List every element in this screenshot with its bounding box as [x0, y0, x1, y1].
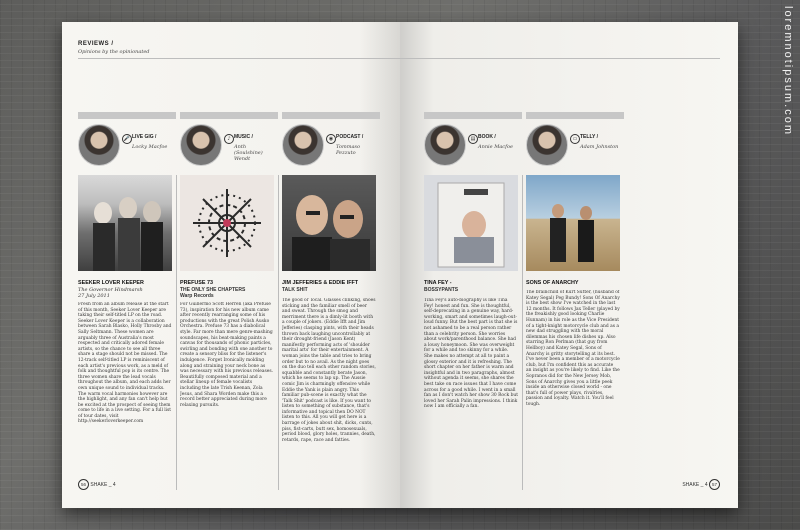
author-block [78, 124, 172, 168]
podcast-icon: ◉ [326, 134, 336, 144]
review-subtitle: THE ONLY SHE CHAPTERS Warp Records [180, 287, 246, 299]
author-name: Locky Macfoe [132, 144, 168, 150]
page-number: 57 [709, 479, 720, 490]
folio-label: SHAKE _ 4 [90, 482, 116, 488]
column-band [180, 112, 278, 119]
review-body: The brainchild of Kurt Sutter, (husband of Katey Segal) Peg Bundy! Sons Of Anarchy is the best show I've watched in the last 12 months. It follows Jax Teller (played by the freakishly good looking Charlie Hunnam) in his role as the Vice President of a tight-knight motorcycle club and as a new dad struggling with the moral dilemmas his chosen life dishes up. Also starring Ron Perlman (that guy from Hellboy) and Katey Segal, Sons of Anarchy is gritty storytelling at its best. I've never been a member of a motorcycle club, but I'm confident this as accurate an insight as you're likely to find. Like the Sopranos did for the New Jersey Mob, Sons of Anarchy gives you a little peek inside an otherwise closed world - one that's full of power plays, rivalries, passion and loyalty. Watch it. You'll feel tough. [526, 290, 620, 407]
review-body: Tina Fey's auto-biography is like Tina Fey! honest and fun. She is thoughtful, self-deprecating in a genuine way, hard-working, smart and sometimes laugh-out-loud funny. But the best part is that she is not ashamed to be a real person rather than a celebrity person. She worries about work/parenthood balance. She had a lousy honeymoon. She was overweight for a while and too skinny for a while. She makes no attempt at all to paint a glossy exterior and it is refreshing. The short chapter on her father is warm and insightful and in two paragraphs, almost without agenda it seems, she shares the best take on race issues that I have come across for a good while. I went in a small fan as I don't watch her show 30 Rock but loved her Sarah Palin impressions. I think now I am officially a fan. [424, 298, 518, 410]
review-subtitle: The Governor Hindmarsh 27 July 2011 [78, 287, 143, 299]
album-art-pattern [180, 175, 274, 271]
author-name: Annie Macfoe [478, 144, 513, 150]
author-block [526, 124, 620, 168]
tv-show-figures [526, 175, 620, 271]
watermark-text: loremnotipsum.com [782, 6, 794, 136]
avatar [282, 124, 324, 166]
avatar [180, 124, 222, 166]
top-rule [78, 58, 400, 59]
book-cover-art [424, 175, 518, 271]
author-block [424, 124, 518, 168]
column-band [78, 112, 176, 119]
book-cover [424, 175, 518, 271]
page-number: 56 [78, 479, 89, 490]
section-subtitle: Opinions by the opinionated [78, 49, 150, 55]
column-divider [278, 175, 279, 490]
folio-right [682, 479, 720, 490]
review-title: PREFUSE 73 [180, 280, 213, 286]
review-title: TINA FEY - [424, 280, 452, 286]
band-photo-figures [78, 175, 172, 271]
album-art [180, 175, 274, 271]
review-body: The good ol' local. Glasses clinking, shoes sticking and the familiar smell of beer and sweat. Through the smog and merriment there is a dimly-lit booth with a couple of jokers. (Eddie Ifft and Jim Jefferies) clasping pints, with their heads thrown back laughing uncontrollably at their drought-friend (Jason Kent) manifestly performing acts of 'shoulder marital arts' for their entertainment. A woman joins the table and tries to bring order but to no avail. As the night goes on the duo tell each other random stories, squabble and constantly berate Jason, which he seems to lap up. The Aussie comic Jim is charmingly offensive while Eddie the Yank is plain angry. This familiar pub-scene is exactly what the 'Talk Shit' podcast is like. If you want to listen to something of substance, that's informative and topical then DO NOT listen to this. All you will get here is a barrage of jokes about shit, dicks, cunts, piss, fist-carts, butt sex, homosexuals, period blood, glory holes, trannies, death, retards, rape, race and fatties. [282, 298, 376, 443]
author-block [180, 124, 274, 168]
review-body: For Guillermo Scott Herren (aka Prefuse 73), inspiration for his new album came after recently rearranging some of his productions with the great Polish Ausko Orchestra. Prefuse 73 has a diabolical style. Far more than mere genre-mashing soundscapes, his beat-making paints a canvas for thousands of phonic particles, swirling and bonding with one another to create a sensory bliss for the listener's indulgence. Forget Ironically molding along and straining your neck bone as was necessary with his previous releases. Beautifully composed material and a stellar lineup of female vocalists including the late Trish Keenan, Zola Jesus, and Shara Worden make this a record better appreciated during more relaxing pursuits. [180, 302, 273, 408]
tv-show-photo [526, 175, 620, 271]
review-body: Fresh from an album release at the start of this month, Seeker Lover Keeper are taking their self-titled LP on the road. Seeker Lover Keeper is a collaboration between Sarah Blasko, Holly Throsby and Sally Seltmann. These women are arguably three of Australia's most respected and critically adored female artists, so the chance to see all three share a stage should not be missed. The 12-track self-titled LP is reminiscent of each artist's previous work, as a meld of folk and thoughtful pop is its centre. The three women share the lead vocals throughout the album, and each adds her own unique sound to individual tracks. The warm vocal harmonies however are the highlight, and any fan can't help but be excited at the prospect of seeing them come to life in a live setting. For a full list of tour dates, visit http://seekerloverkeeper.com [78, 302, 172, 425]
review-title: JIM JEFFERIES & EDDIE IFFT [282, 280, 359, 286]
avatar [78, 124, 120, 166]
tv-icon: ▭ [570, 134, 580, 144]
author-name: Adam Johnston [580, 144, 619, 150]
review-type: TELLY / [580, 134, 599, 140]
review-type: MUSIC / [234, 134, 253, 140]
mic-icon: 🎤 [123, 136, 131, 142]
book-icon: ▤ [468, 134, 478, 144]
magazine-spread [62, 22, 738, 508]
review-subtitle: TALK SHIT [282, 287, 308, 293]
column-band [282, 112, 380, 119]
author-name: Anth (Soulshine) Wendt [234, 144, 263, 162]
section-title: REVIEWS / [78, 41, 114, 47]
column-divider [522, 175, 523, 490]
right-page [400, 22, 738, 508]
review-type: PODCAST / [336, 134, 364, 140]
review-title: SEEKER LOVER KEEPER [78, 280, 144, 286]
left-page [62, 22, 400, 508]
comedians-figures [282, 175, 376, 271]
author-name: Tommaso Pezzuto [336, 144, 360, 156]
review-type: LIVE GIG / [132, 134, 157, 140]
avatar [526, 124, 568, 166]
column-band [526, 112, 624, 119]
music-note-icon: ♪ [224, 134, 234, 144]
avatar [424, 124, 466, 166]
folio-left [78, 479, 116, 490]
review-title: SONS OF ANARCHY [526, 280, 579, 286]
folio-label: SHAKE _ 4 [682, 482, 708, 488]
band-photo [78, 175, 172, 271]
column-divider [176, 175, 177, 490]
comedians-photo [282, 175, 376, 271]
column-band [424, 112, 522, 119]
author-block [282, 124, 376, 168]
review-subtitle: BOSSYPANTS [424, 287, 459, 293]
review-type: BOOK / [478, 134, 496, 140]
top-rule [400, 58, 720, 59]
